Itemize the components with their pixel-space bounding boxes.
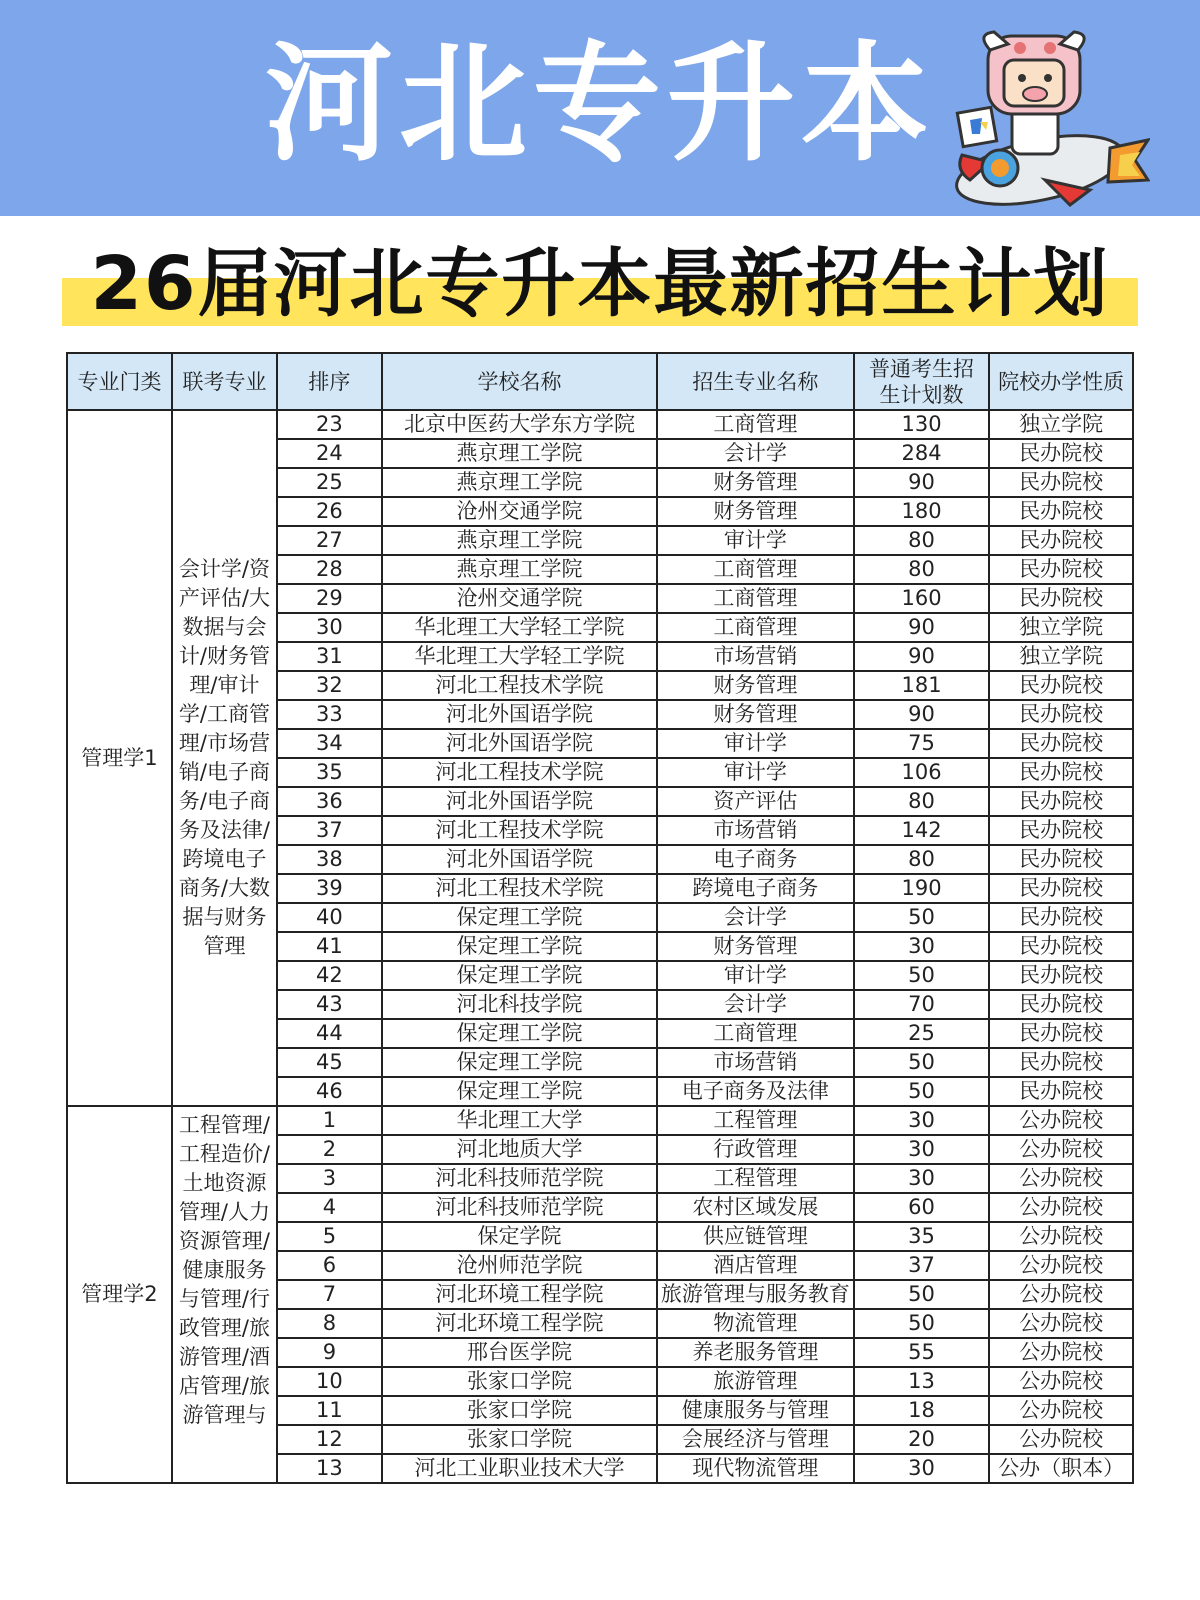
program-name-cell: 工程管理	[657, 1106, 854, 1135]
column-header: 专业门类	[67, 353, 172, 410]
plan-count-cell: 90	[854, 613, 990, 642]
program-name-cell: 资产评估	[657, 787, 854, 816]
school-type-cell: 民办院校	[989, 990, 1133, 1019]
school-name-cell: 保定学院	[382, 1222, 657, 1251]
school-name-cell: 河北科技学院	[382, 990, 657, 1019]
program-name-cell: 市场营销	[657, 1048, 854, 1077]
plan-count-cell: 90	[854, 642, 990, 671]
plan-count-cell: 142	[854, 816, 990, 845]
school-name-cell: 华北理工大学轻工学院	[382, 642, 657, 671]
rocket-mascot-icon	[950, 30, 1150, 210]
page-subtitle: 26届河北专升本最新招生计划	[90, 241, 1110, 327]
school-type-cell: 民办院校	[989, 439, 1133, 468]
rank-cell: 25	[277, 468, 382, 497]
school-name-cell: 张家口学院	[382, 1396, 657, 1425]
school-type-cell: 公办院校	[989, 1164, 1133, 1193]
school-name-cell: 保定理工学院	[382, 961, 657, 990]
program-name-cell: 工商管理	[657, 410, 854, 439]
program-name-cell: 物流管理	[657, 1309, 854, 1338]
program-name-cell: 会计学	[657, 439, 854, 468]
school-name-cell: 河北外国语学院	[382, 845, 657, 874]
category-cell: 管理学2	[67, 1106, 172, 1483]
rank-cell: 26	[277, 497, 382, 526]
table-body	[67, 410, 1133, 1483]
rank-cell: 34	[277, 729, 382, 758]
program-name-cell: 财务管理	[657, 468, 854, 497]
school-name-cell: 燕京理工学院	[382, 468, 657, 497]
program-name-cell: 旅游管理与服务教育	[657, 1280, 854, 1309]
school-type-cell: 民办院校	[989, 961, 1133, 990]
plan-count-cell: 90	[854, 700, 990, 729]
school-type-cell: 公办院校	[989, 1280, 1133, 1309]
rank-cell: 46	[277, 1077, 382, 1106]
program-name-cell: 审计学	[657, 758, 854, 787]
school-name-cell: 河北工程技术学院	[382, 671, 657, 700]
school-name-cell: 沧州交通学院	[382, 584, 657, 613]
school-type-cell: 公办院校	[989, 1367, 1133, 1396]
school-name-cell: 张家口学院	[382, 1367, 657, 1396]
program-name-cell: 会计学	[657, 903, 854, 932]
rank-cell: 6	[277, 1251, 382, 1280]
school-name-cell: 河北地质大学	[382, 1135, 657, 1164]
column-header: 排序	[277, 353, 382, 410]
school-name-cell: 河北科技师范学院	[382, 1193, 657, 1222]
program-name-cell: 财务管理	[657, 497, 854, 526]
school-type-cell: 民办院校	[989, 874, 1133, 903]
plan-count-cell: 75	[854, 729, 990, 758]
school-name-cell: 保定理工学院	[382, 1048, 657, 1077]
school-name-cell: 张家口学院	[382, 1425, 657, 1454]
program-name-cell: 审计学	[657, 526, 854, 555]
rank-cell: 1	[277, 1106, 382, 1135]
plan-count-cell: 55	[854, 1338, 990, 1367]
plan-count-cell: 130	[854, 410, 990, 439]
table-row	[67, 410, 1133, 439]
header-banner	[0, 0, 1200, 216]
school-name-cell: 保定理工学院	[382, 1019, 657, 1048]
school-name-cell: 河北环境工程学院	[382, 1309, 657, 1338]
program-name-cell: 财务管理	[657, 700, 854, 729]
rank-cell: 12	[277, 1425, 382, 1454]
plan-count-cell: 284	[854, 439, 990, 468]
plan-count-cell: 30	[854, 1135, 990, 1164]
rank-cell: 30	[277, 613, 382, 642]
plan-count-cell: 25	[854, 1019, 990, 1048]
school-name-cell: 燕京理工学院	[382, 439, 657, 468]
plan-count-cell: 13	[854, 1367, 990, 1396]
program-name-cell: 会展经济与管理	[657, 1425, 854, 1454]
rank-cell: 8	[277, 1309, 382, 1338]
school-name-cell: 华北理工大学轻工学院	[382, 613, 657, 642]
school-name-cell: 河北环境工程学院	[382, 1280, 657, 1309]
school-type-cell: 公办院校	[989, 1135, 1133, 1164]
column-header: 招生专业名称	[657, 353, 854, 410]
school-type-cell: 独立学院	[989, 410, 1133, 439]
table-header-row	[67, 353, 1133, 410]
plan-count-cell: 80	[854, 787, 990, 816]
rank-cell: 13	[277, 1454, 382, 1483]
school-name-cell: 北京中医药大学东方学院	[382, 410, 657, 439]
column-header: 学校名称	[382, 353, 657, 410]
school-type-cell: 公办院校	[989, 1309, 1133, 1338]
program-name-cell: 工程管理	[657, 1164, 854, 1193]
school-type-cell: 公办院校	[989, 1396, 1133, 1425]
school-name-cell: 保定理工学院	[382, 903, 657, 932]
column-header: 普通考生招生计划数	[854, 353, 990, 410]
rank-cell: 38	[277, 845, 382, 874]
rank-cell: 2	[277, 1135, 382, 1164]
plan-count-cell: 18	[854, 1396, 990, 1425]
program-name-cell: 审计学	[657, 961, 854, 990]
program-name-cell: 酒店管理	[657, 1251, 854, 1280]
school-name-cell: 河北工业职业技术大学	[382, 1454, 657, 1483]
plan-count-cell: 80	[854, 555, 990, 584]
program-name-cell: 市场营销	[657, 642, 854, 671]
plan-count-cell: 160	[854, 584, 990, 613]
plan-count-cell: 70	[854, 990, 990, 1019]
rank-cell: 33	[277, 700, 382, 729]
rank-cell: 35	[277, 758, 382, 787]
rank-cell: 23	[277, 410, 382, 439]
rank-cell: 44	[277, 1019, 382, 1048]
school-type-cell: 独立学院	[989, 642, 1133, 671]
rank-cell: 29	[277, 584, 382, 613]
plan-count-cell: 50	[854, 1077, 990, 1106]
rank-cell: 3	[277, 1164, 382, 1193]
rank-cell: 37	[277, 816, 382, 845]
rank-cell: 31	[277, 642, 382, 671]
school-type-cell: 民办院校	[989, 1077, 1133, 1106]
program-name-cell: 工商管理	[657, 584, 854, 613]
program-name-cell: 工商管理	[657, 1019, 854, 1048]
school-type-cell: 民办院校	[989, 729, 1133, 758]
rank-cell: 9	[277, 1338, 382, 1367]
school-name-cell: 华北理工大学	[382, 1106, 657, 1135]
plan-count-cell: 30	[854, 1454, 990, 1483]
rank-cell: 43	[277, 990, 382, 1019]
plan-count-cell: 30	[854, 932, 990, 961]
program-name-cell: 健康服务与管理	[657, 1396, 854, 1425]
school-type-cell: 公办院校	[989, 1106, 1133, 1135]
plan-count-cell: 50	[854, 903, 990, 932]
plan-count-cell: 50	[854, 1280, 990, 1309]
program-name-cell: 会计学	[657, 990, 854, 1019]
school-type-cell: 民办院校	[989, 526, 1133, 555]
school-type-cell: 民办院校	[989, 787, 1133, 816]
school-type-cell: 民办院校	[989, 758, 1133, 787]
school-name-cell: 燕京理工学院	[382, 555, 657, 584]
school-type-cell: 民办院校	[989, 932, 1133, 961]
rank-cell: 41	[277, 932, 382, 961]
rank-cell: 24	[277, 439, 382, 468]
school-name-cell: 燕京理工学院	[382, 526, 657, 555]
rank-cell: 42	[277, 961, 382, 990]
school-name-cell: 河北工程技术学院	[382, 816, 657, 845]
school-name-cell: 邢台医学院	[382, 1338, 657, 1367]
program-name-cell: 财务管理	[657, 932, 854, 961]
plan-count-cell: 80	[854, 526, 990, 555]
school-name-cell: 沧州交通学院	[382, 497, 657, 526]
column-header: 院校办学性质	[989, 353, 1133, 410]
school-name-cell: 沧州师范学院	[382, 1251, 657, 1280]
column-header: 联考专业	[172, 353, 277, 410]
rank-cell: 45	[277, 1048, 382, 1077]
rank-cell: 36	[277, 787, 382, 816]
plan-count-cell: 50	[854, 961, 990, 990]
school-name-cell: 保定理工学院	[382, 1077, 657, 1106]
plan-count-cell: 106	[854, 758, 990, 787]
school-name-cell: 河北工程技术学院	[382, 758, 657, 787]
rank-cell: 7	[277, 1280, 382, 1309]
category-cell: 管理学1	[67, 410, 172, 1106]
program-name-cell: 工商管理	[657, 555, 854, 584]
rank-cell: 28	[277, 555, 382, 584]
rank-cell: 10	[277, 1367, 382, 1396]
school-type-cell: 公办院校	[989, 1338, 1133, 1367]
rank-cell: 32	[277, 671, 382, 700]
school-type-cell: 民办院校	[989, 671, 1133, 700]
plan-count-cell: 80	[854, 845, 990, 874]
enrollment-plan-table	[66, 352, 1134, 1484]
school-type-cell: 独立学院	[989, 613, 1133, 642]
school-name-cell: 河北科技师范学院	[382, 1164, 657, 1193]
school-type-cell: 公办院校	[989, 1425, 1133, 1454]
school-name-cell: 河北外国语学院	[382, 787, 657, 816]
school-name-cell: 保定理工学院	[382, 932, 657, 961]
plan-count-cell: 50	[854, 1309, 990, 1338]
program-name-cell: 市场营销	[657, 816, 854, 845]
program-name-cell: 养老服务管理	[657, 1338, 854, 1367]
school-type-cell: 民办院校	[989, 584, 1133, 613]
school-type-cell: 公办院校	[989, 1193, 1133, 1222]
school-type-cell: 公办院校	[989, 1251, 1133, 1280]
plan-count-cell: 90	[854, 468, 990, 497]
program-name-cell: 农村区域发展	[657, 1193, 854, 1222]
school-type-cell: 民办院校	[989, 555, 1133, 584]
joint-exam-majors-cell: 工程管理/工程造价/土地资源管理/人力资源管理/健康服务与管理/行政管理/旅游管理/酒店管理/旅游管理与	[172, 1106, 277, 1483]
table-row	[67, 1106, 1133, 1135]
school-type-cell: 民办院校	[989, 845, 1133, 874]
plan-count-cell: 20	[854, 1425, 990, 1454]
page-title: 河北专升本	[264, 30, 935, 179]
rank-cell: 11	[277, 1396, 382, 1425]
program-name-cell: 跨境电子商务	[657, 874, 854, 903]
school-name-cell: 河北外国语学院	[382, 700, 657, 729]
school-type-cell: 民办院校	[989, 1019, 1133, 1048]
program-name-cell: 工商管理	[657, 613, 854, 642]
school-type-cell: 民办院校	[989, 700, 1133, 729]
program-name-cell: 电子商务	[657, 845, 854, 874]
rank-cell: 5	[277, 1222, 382, 1251]
plan-count-cell: 180	[854, 497, 990, 526]
school-name-cell: 河北外国语学院	[382, 729, 657, 758]
program-name-cell: 财务管理	[657, 671, 854, 700]
school-type-cell: 民办院校	[989, 468, 1133, 497]
plan-count-cell: 190	[854, 874, 990, 903]
plan-count-cell: 30	[854, 1106, 990, 1135]
plan-count-cell: 181	[854, 671, 990, 700]
rank-cell: 39	[277, 874, 382, 903]
school-name-cell: 河北工程技术学院	[382, 874, 657, 903]
program-name-cell: 旅游管理	[657, 1367, 854, 1396]
plan-count-cell: 35	[854, 1222, 990, 1251]
school-type-cell: 民办院校	[989, 903, 1133, 932]
rank-cell: 4	[277, 1193, 382, 1222]
plan-count-cell: 37	[854, 1251, 990, 1280]
school-type-cell: 民办院校	[989, 497, 1133, 526]
school-type-cell: 民办院校	[989, 816, 1133, 845]
plan-count-cell: 60	[854, 1193, 990, 1222]
school-type-cell: 公办院校	[989, 1222, 1133, 1251]
joint-exam-majors-cell: 会计学/资产评估/大数据与会计/财务管理/审计学/工商管理/市场营销/电子商务/电子商务及法律/跨境电子商务/大数据与财务管理	[172, 410, 277, 1106]
plan-count-cell: 50	[854, 1048, 990, 1077]
program-name-cell: 行政管理	[657, 1135, 854, 1164]
program-name-cell: 电子商务及法律	[657, 1077, 854, 1106]
subtitle-block	[62, 236, 1138, 332]
program-name-cell: 供应链管理	[657, 1222, 854, 1251]
school-type-cell: 民办院校	[989, 1048, 1133, 1077]
rank-cell: 27	[277, 526, 382, 555]
rank-cell: 40	[277, 903, 382, 932]
program-name-cell: 审计学	[657, 729, 854, 758]
school-type-cell: 公办（职本）	[989, 1454, 1133, 1483]
plan-count-cell: 30	[854, 1164, 990, 1193]
program-name-cell: 现代物流管理	[657, 1454, 854, 1483]
